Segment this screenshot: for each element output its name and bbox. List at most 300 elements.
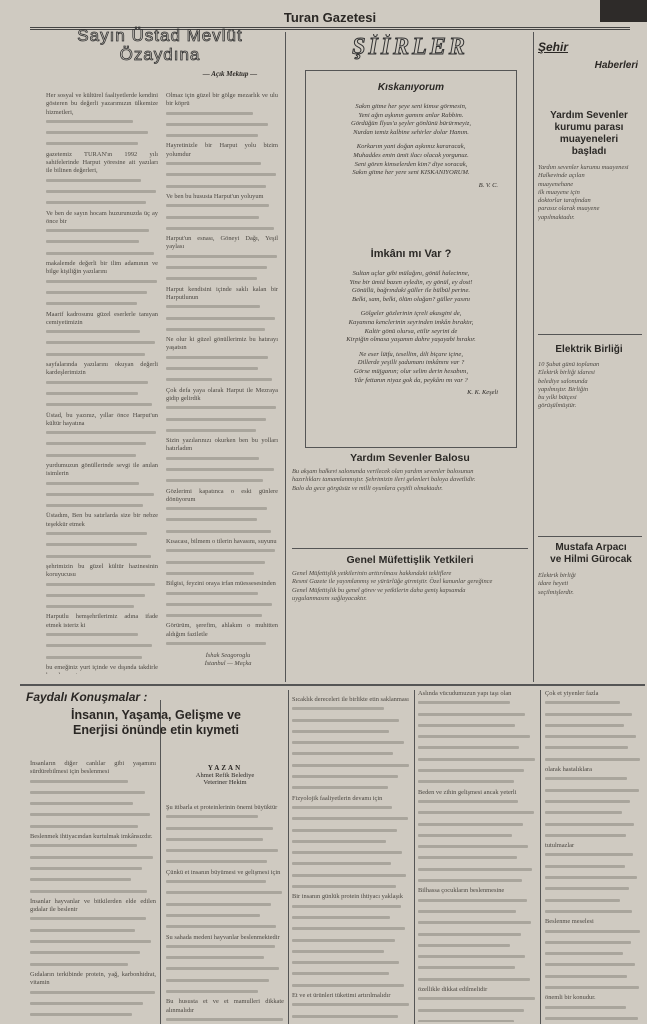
bottom-article-column-2 [166,804,284,1022]
filler-line [46,330,158,338]
city-news-header-news: Haberleri [594,60,638,71]
byline-label: YAZAN [207,764,243,772]
item1-body [538,164,640,222]
filler-line [292,719,410,727]
poem2-stanza-3 [310,351,512,385]
filler-line [166,914,284,922]
filler-line [166,815,284,823]
filler-line [545,1006,641,1014]
filler-line [46,555,158,563]
bottom-article-column-5 [545,690,641,1022]
filler-line [166,507,278,515]
filler-line [545,800,641,808]
filler-line [545,735,641,743]
text-line: Çok defa yaya olarak Harput ile Mezraya gidip gelirdik [166,386,278,402]
left-article-title-line2: Özaydına [119,45,201,64]
filler-line [30,963,156,971]
filler-line [30,791,156,799]
filler-line [545,811,641,819]
filler-line [418,746,536,754]
filler-line [166,378,278,386]
filler-line [292,961,410,969]
left-article-signature [176,652,280,680]
filler-line [292,741,410,749]
filler-line [545,986,641,994]
left-article-column-2 [166,92,278,652]
filler-line [30,890,156,898]
filler-line [418,955,536,963]
city-news-divider [538,334,642,335]
news-body [292,570,528,603]
left-article-column-1 [46,92,158,674]
city-news-divider [538,536,642,537]
filler-line [292,984,410,992]
text-line: belediye salonunda [538,377,588,385]
filler-line [46,583,158,591]
news-title: Genel Müfettişlik Yetkileri [346,554,474,566]
filler-line [418,758,536,766]
text-line: önemli bir konudur. [545,994,596,1002]
filler-line [166,328,278,336]
city-news-header-city: Şehir [538,40,569,54]
text-line: bu yılki bütçesi [538,394,577,402]
text-line: Üstad, bu yazınız, yıllar önce Harput'un kültür hayatına [46,411,158,427]
filler-line [46,454,158,462]
filler-line [292,851,410,859]
text-line: Halkevinde açılan [538,172,585,180]
column-rule [288,690,289,1024]
filler-line [46,493,158,501]
filler-line [166,468,278,476]
filler-line [30,825,156,833]
bottom-article-column-1 [30,760,156,1022]
text-line: Genel Müfettişlik bu genel görev ve yetkilerin daha geniş kapsamda [292,586,466,594]
filler-line [30,856,156,864]
item1-title-line1: Yardım Sevenler [550,110,628,121]
text-line: Elektrik birliği idaresi [538,369,595,377]
filler-line [166,518,278,526]
filler-line [418,701,536,709]
filler-line [418,879,536,887]
filler-line [418,724,536,732]
filler-line [30,802,156,810]
signature-name: İshak Seagoroglu [205,652,251,659]
filler-line [545,941,641,949]
filler-line [545,876,641,884]
filler-line [545,746,641,754]
filler-line [418,910,536,918]
filler-line [292,927,410,935]
bottom-article-title-line1: İnsanın, Yaşama, Gelişme ve [70,708,241,722]
poem-line: Nurdan temiz kalbine sehirler dolar Hanım. [353,128,469,136]
city-news-header [538,40,638,86]
text-line: Hayretinizle bir Harput yolu bizim yolumdur [166,142,278,158]
bottom-article-kicker: Faydalı Konuşmalar : [26,690,148,704]
poem-line: Dillerde yeşilli şadumanı imkânını var ? [357,359,465,367]
filler-line [545,899,641,907]
filler-line [418,811,536,819]
column-rule [533,32,534,682]
byline-name: Ahmet Refik Belediye [195,772,255,779]
filler-line [418,823,536,831]
text-line: idare heyeti [538,580,569,588]
filler-line [418,1009,536,1017]
filler-line [545,777,641,785]
filler-line [166,266,278,274]
text-line: parasız olarak muayene [538,205,600,213]
filler-line [292,905,410,913]
poem-line: Belki, sam, belki, ölüm olağan? güller yasını [351,295,471,303]
text-line: Ne olur ki güzel gönüllerimiz bu hatırayı yaşatsın [166,336,278,352]
text-line: Elektrik birliği [538,572,576,579]
left-article-heading [42,26,278,66]
poem2-author: K. K. Keşeli [467,389,498,397]
column-rule [285,32,286,682]
item2-body [538,361,640,411]
poem-line: Kaltir gönü olursa, etilir seyrini de [364,327,458,335]
filler-line [166,1018,284,1022]
filler-line [292,786,410,794]
byline-title: Veteriner Hekim [203,779,247,786]
filler-line [46,543,158,551]
filler-line [30,940,156,948]
filler-line [166,216,278,224]
filler-line [292,752,410,760]
filler-line [46,302,158,310]
filler-line [166,561,278,569]
filler-line [166,603,278,611]
filler-line [166,305,278,313]
poem1-stanza-1 [310,103,512,137]
filler-line [46,532,158,540]
filler-line [545,963,641,971]
left-article-title-line1: Sayın Üstad Mevlüt [77,26,243,45]
text-line: yapılmıştır. Birliğin [538,385,589,393]
filler-line [545,724,641,732]
filler-line [46,142,158,150]
poem2-stanza-2 [310,310,512,344]
filler-line [418,769,536,777]
text-line: Gıdaların terkibinde protein, yağ, karbonhidrat, vitamin [30,970,156,987]
text-line: Harput'un esnası, Göneyi Dağı, Yeşil yaylası [166,235,278,251]
city-news-item-3 [538,542,644,680]
filler-line [418,845,536,853]
filler-line [166,614,278,622]
text-line: Balo da gece görgüsüz ve milli oyunlara çeşitli olmaktadır. [292,484,443,492]
filler-line [166,227,278,235]
poem-line: Korkarım yani doğan aşkımız kararacak, [356,143,466,151]
filler-line [418,966,536,974]
text-line: Ve ben de sayın hocam huzurunuzda üç ay önce bir [46,209,158,225]
poem1-stanza-2 [310,143,512,177]
poem-line: Sultan uçlar gibi mülağını, gönül halecinne, [352,270,470,277]
news-yardim-balosu [292,452,528,548]
filler-line [292,885,410,893]
poem-line: Kayanına kenclerinin seyrinden imkân bıraktır, [348,318,474,326]
filler-line [46,291,158,299]
text-line: olarak hastalıklara [545,766,593,774]
filler-line [166,990,284,998]
text-line: İnsanların diğer canlılar gibi yaşamını sürdürebilmesi için beslenmesi [30,760,156,776]
filler-line [418,780,536,788]
filler-line [166,860,284,868]
text-line: Resmi Gazete ile yayımlanmış ve yürürlüğe girmiştir. Özel kanunlar gereğince [292,578,493,586]
text-line: şehrimizin bu güzel kültür hazinesinin koruyucusu [46,562,158,579]
text-line: 10 Şubat günü toplanan [538,361,600,368]
filler-line [292,817,410,825]
filler-line [30,1013,156,1021]
filler-line [545,930,641,938]
poem-kiskaniyorum [310,82,512,212]
filler-line [545,1017,641,1022]
filler-line [166,945,284,953]
text-line: Çünkü et insanın büyümesi ve gelişmesi için [166,868,281,876]
filler-line [166,418,278,426]
text-line: Kısacası, bilmem o tilerin havasını, suyunu [166,538,277,546]
filler-line [46,252,158,260]
filler-line [166,838,284,846]
filler-line [166,317,278,325]
filler-line [166,112,278,120]
filler-line [30,878,156,886]
poem1-author: B. V. C. [478,181,498,189]
filler-line [166,891,284,899]
filler-line [166,849,284,857]
filler-line [30,844,156,852]
item2-title: Elektrik Birliği [555,344,623,355]
filler-line [292,707,410,715]
filler-line [46,392,158,400]
text-line: Beslenme meselesi [545,918,594,926]
text-line: bu emeğiniz yurt içinde ve dışında takdirle [46,663,158,671]
filler-line [166,429,278,437]
news-divider [292,548,528,549]
poem-line: Gönüllü, bağrındaki güller ile bülbül perine. [351,287,471,295]
poem-imkani [310,248,512,438]
filler-line [418,921,536,929]
filler-line [545,975,641,983]
filler-line [46,381,158,389]
text-line: doktorlar tarafından [538,197,591,205]
filler-line [46,353,158,361]
text-line: sayfalarında yazılarını okuyan değerli kardeşlerimizin [46,361,158,377]
poem1-title: Kıskanıyorum [377,82,445,93]
filler-line [46,431,158,439]
filler-line [418,978,536,986]
filler-line [545,789,641,797]
filler-line [30,929,156,937]
text-line: muayenehane [538,180,574,188]
text-line: Bu akşam halkevi salonunda verilecek olan yardım sevenler balosunun [292,468,474,475]
text-line: Bilhassa çocukların beslenmesine [418,887,505,895]
filler-line [545,834,641,842]
text-line: görüşülmüştür. [538,402,577,410]
filler-line [292,806,410,814]
filler-line [166,406,278,414]
poem-line: Sakın gitme her şeye seni kimse görmesin, [355,103,467,110]
text-line: gazetemiz TURAN'ın 1992 yılı sahifelerinde Harput yöresine ait yazıları ile bilinen değerleri, [46,150,158,175]
text-line: İnsanlar hayvanlar ve bitkilerden elde edilen gıdalar ile beslenir [30,897,156,914]
filler-line [545,758,641,766]
filler-line [292,874,410,882]
bottom-article-column-4 [418,690,536,1022]
filler-line [292,764,410,772]
filler-line [166,162,278,170]
filler-line [418,868,536,876]
filler-line [292,950,410,958]
item1-title-line2: kurumu parası [554,122,624,133]
filler-line [292,775,410,783]
filler-line [46,120,158,128]
item3-title-line2: ve Hilmi Gürocak [550,554,632,565]
filler-line [545,910,641,918]
filler-line [46,190,158,198]
text-line: Et ve et ürünleri tüketimi artırılmalıdır [292,992,391,1000]
filler-line [166,123,278,131]
filler-line [418,800,536,808]
filler-line [46,403,158,411]
filler-line [545,865,641,873]
filler-line [30,991,156,999]
filler-line [292,730,410,738]
filler-line [166,925,284,933]
poem-line: Sakın gitme her yere seni KISKANIYORUM. [352,169,470,177]
poetry-header-title: ŞİİRLER [352,34,468,60]
filler-line [46,504,158,512]
filler-line [30,917,156,925]
filler-line [292,840,410,848]
item1-title-line4: başladı [571,146,607,157]
filler-line [30,813,156,821]
filler-line [418,944,536,952]
filler-line [30,951,156,959]
filler-line [166,173,278,181]
item1-title-line3: muayeneleri [559,134,619,145]
filler-line [46,644,158,652]
poem-line: Görse müjganın; olur selim derin hesabını, [353,367,469,375]
poem-line: Kirpiğin olmasa yaşamın dahre yaşayabi hırakır. [346,336,476,344]
filler-line [545,713,641,721]
poem-line: Yine bir ümid bazen eyledin, ey gönül, ey dost! [349,278,473,286]
text-line: Sıcaklık dereceleri ile birlikte etin saklanması [292,696,409,703]
text-line: Üstadım, Ben bu satırlarda size bir nebze teşekkür etmek [46,512,158,528]
text-line: Harput kendisini içinde saklı kalan bir Harputlunun [166,285,278,301]
text-line: Olmaz için güzel bir gölge mezarlık ve ulu bir köprü [166,92,278,108]
text-line: Maarif kadrosunu güzel eserlerle tanıyan cemiyetimizin [46,310,158,326]
filler-line [545,952,641,960]
left-article-kicker: — Açık Mektup — [202,70,258,78]
filler-line [46,179,158,187]
filler-line [166,530,278,538]
news-title: Yardım Sevenler Balosu [350,452,470,464]
text-line: seçilmişlerdir. [538,588,574,596]
filler-line [46,131,158,139]
filler-line [545,701,641,709]
filler-line [292,916,410,924]
masthead-title: Turan Gazetesi [283,10,377,25]
text-line: Harputlu hemşehrilerimiz adına ifade etmek isteriz ki [46,613,158,629]
filler-line [292,1003,410,1011]
poetry-header [295,34,525,68]
filler-line [166,277,278,285]
filler-line [166,827,284,835]
filler-line [46,594,158,602]
column-rule [540,690,541,1024]
filler-line [292,972,410,980]
filler-line [166,880,284,888]
bottom-article-byline [166,764,284,798]
text-line: tutulmazlar [545,842,575,850]
text-line: uygulanmasını sağlayacaktır. [292,594,367,602]
filler-line [292,939,410,947]
text-line: Fizyolojik faaliyetlerin devamı için [292,794,383,802]
text-line: Çok et yiyenler fazla [545,690,599,697]
column-rule [414,690,415,1024]
text-line: özellikle dikkat edilmelidir [418,986,488,994]
filler-line [418,1020,536,1022]
poem2-title: İmkânı mı Var ? [370,248,452,260]
filler-line [46,633,158,641]
bottom-article-column-3 [292,696,410,1022]
filler-line [166,479,278,487]
poem-line: Muhaddes emin ümit ilacı olacak yorgunuz. [353,151,469,159]
text-line: Sizin yazılarınızı okurken ben bu yolları hatırladım [166,437,278,453]
item3-title-line1: Mustafa Arpacı [555,542,627,553]
item3-body [538,572,644,597]
filler-line [545,887,641,895]
text-line: yurdumuzun gönüllerinde sevgi ile anılan isimlerin [46,461,158,478]
poem-line: Gördüğün İlyas'a şeyler gönlünü bürürmeyiz, [350,120,472,128]
filler-line [166,572,278,580]
filler-line [418,997,536,1005]
city-news-item-2 [538,344,640,534]
filler-line [166,967,284,975]
filler-line [166,367,278,375]
filler-line [166,903,284,911]
news-body [292,468,528,493]
poem-line: Seni gören kimselerden kim? diye soracak, [354,160,468,168]
filler-line [418,899,536,907]
poem-line: Yeni ağın aşkının gamını anlar Rabbim. [358,111,464,119]
poem-line: Gölgeler gözlerinin içreli akasgini de, [360,310,462,318]
filler-line [166,204,278,212]
filler-line [30,1002,156,1010]
text-line: Genel Müfettişlik yetkilerinin arttırılması hakkındaki tekliflere [292,570,452,577]
filler-line [418,834,536,842]
filler-line [545,853,641,861]
text-line: Yardım sevenler kurumu muayenesi [538,164,629,171]
filler-line [418,933,536,941]
filler-line [46,605,158,613]
filler-line [166,356,278,364]
text-line: Beden ve zihin gelişmesi ancak yeterli [418,788,517,796]
text-line: Su sahada medeni hayvanlar beslenmektedir [166,933,280,941]
filler-line [166,956,284,964]
filler-line [166,642,278,650]
filler-line [166,134,278,142]
filler-line [545,823,641,831]
filler-line [166,549,278,557]
filler-line [46,280,158,288]
filler-line [166,979,284,987]
filler-line [166,185,278,193]
filler-line [46,656,158,664]
filler-line [46,201,158,209]
text-line: Aslında vücudumuzun yapı taşı olan [418,690,512,697]
filler-line [166,457,278,465]
text-line: yapılmaktadır. [538,213,575,221]
filler-line [46,482,158,490]
